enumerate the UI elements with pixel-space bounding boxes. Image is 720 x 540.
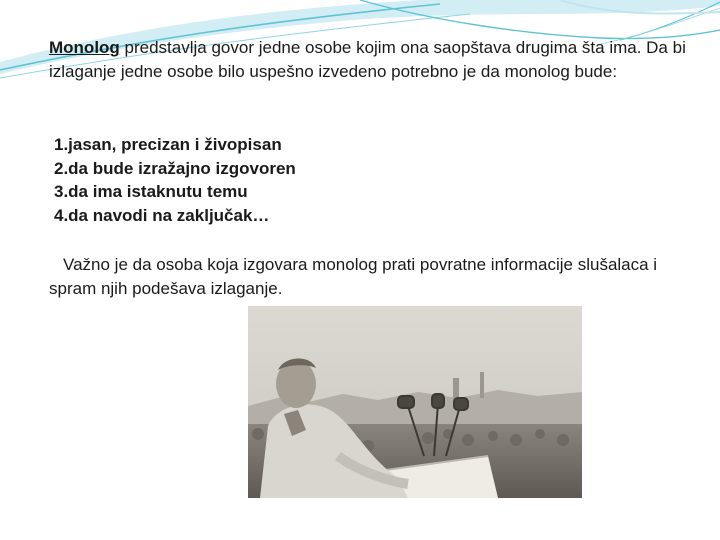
intro-text: predstavlja govor jedne osobe kojim ona saopštava drugima šta ima. Da bi izlaganje jedne osobe bilo uspešno izvedeno potrebno je da monolog bude: (49, 38, 686, 81)
keyword-monolog: Monolog (49, 38, 120, 57)
closing-paragraph (49, 253, 689, 301)
closing-text: Važno je da osoba koja izgovara monolog prati povratne informacije slušalaca i spram njih podešava izlaganje. (49, 255, 658, 298)
historical-speech-photo (248, 306, 582, 498)
intro-paragraph (49, 36, 689, 83)
list-item: 3.da ima istaknutu temu (54, 182, 248, 201)
list-item: 2.da bude izražajno izgovoren (54, 158, 296, 178)
requirements-list (54, 133, 296, 227)
list-item: 1.jasan, precizan i živopisan (54, 135, 282, 154)
list-item: 4.da navodi na zaključak… (54, 205, 270, 225)
